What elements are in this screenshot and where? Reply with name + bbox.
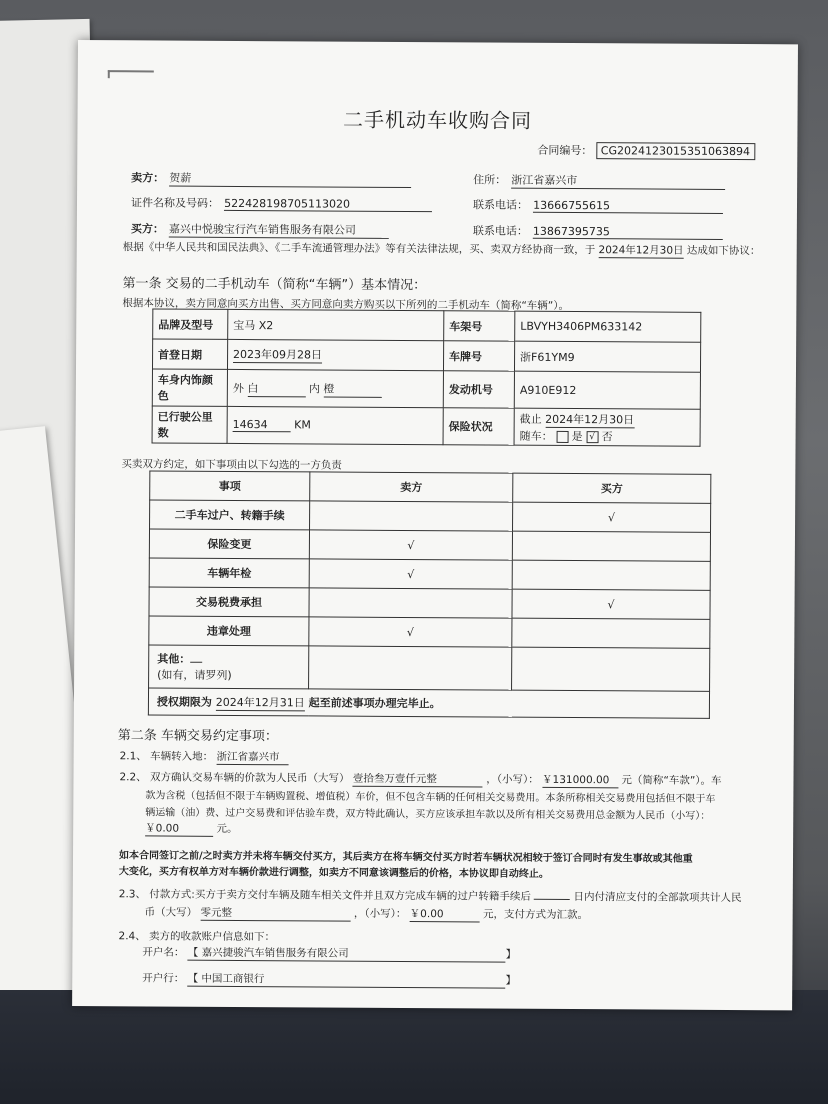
row-seller-mark <box>309 588 512 618</box>
clause-number: 2.1、 <box>119 750 147 763</box>
bold-clause-line2: 大变化，买方有权单方对车辆价款进行调整，如卖方不同意该调整后的价格，本协议即自动终止。 <box>118 866 549 880</box>
plate-label: 车牌号 <box>443 341 514 371</box>
interior-label: 内 <box>308 381 320 395</box>
clause-2-2-text: 元（简称“车款”）。车 <box>621 774 722 787</box>
table-row <box>152 369 700 409</box>
bracket-close: 】 <box>505 948 517 961</box>
interior-color: 橙 <box>323 380 381 397</box>
clause-2-2-line4 <box>145 820 237 837</box>
fee-unit: 元。 <box>216 822 238 835</box>
no-checkbox-checked[interactable]: √ <box>586 431 598 443</box>
id-number: 522428198705113020 <box>224 197 432 212</box>
insurance-cell <box>514 408 700 446</box>
clause-2-3-text: 付款方式:买方于卖方交付车辆及随车相关文件并且双方完成车辆的过户转籍手续后 <box>149 888 531 903</box>
row-buyer-mark: √ <box>512 589 710 619</box>
clause-2-3-text: ，（小写）： <box>353 907 407 921</box>
mileage-label: 已行驶公里数 <box>152 406 227 443</box>
with-car-label: 随车： <box>519 429 553 443</box>
price-uppercase: 壹拾叁万壹仟元整 <box>353 771 483 788</box>
brand-value: 宝马 X2 <box>228 309 444 340</box>
clause-2-3-text: 元，支付方式为汇款。 <box>483 908 589 922</box>
row-seller-mark: √ <box>309 559 512 589</box>
table-row <box>149 558 710 590</box>
engine-label: 发动机号 <box>443 371 514 408</box>
clause-2-3-line2 <box>145 904 588 923</box>
address-value: 浙江省嘉兴市 <box>511 172 725 190</box>
engine-value: A910E912 <box>514 371 700 409</box>
clause-2-1-label: 车辆转入地： <box>150 750 214 763</box>
article-1-intro: 根据本协议，卖方同意向买方出售、买方同意向卖方购买以下所列的二手机动车（简称“车辆”）。 <box>122 297 570 313</box>
table-header-row <box>150 471 711 503</box>
seller-row <box>131 166 411 188</box>
color-label: 车身内饰颜色 <box>152 369 227 406</box>
price-lowercase: ￥131000.00 <box>542 772 618 788</box>
clause-2-4 <box>118 928 275 944</box>
bank-row <box>142 970 516 988</box>
table-row <box>149 529 710 561</box>
row-buyer-mark <box>512 647 710 691</box>
deadline-label: 授权期限为 <box>156 694 212 709</box>
deadline-tail: 起至前述事项办理完毕止。 <box>308 695 441 710</box>
table-row <box>152 339 700 372</box>
exterior-label: 外 <box>232 381 244 395</box>
row-item: 二手车过户、转籍手续 <box>150 500 310 530</box>
no-label: 否 <box>601 429 613 443</box>
seller-phone-row <box>473 193 723 214</box>
clause-2-2-text: ，（小写）： <box>486 773 539 786</box>
table-row <box>153 309 701 342</box>
row-seller-mark <box>309 646 512 690</box>
deadline-cell <box>148 688 709 718</box>
contract-number: CG2024123015351063894 <box>596 142 755 160</box>
color-cell <box>227 369 443 407</box>
seller-label: 卖方： <box>131 171 165 185</box>
vin-value: LBVYH3406PM633142 <box>515 311 701 342</box>
account-name: 【 嘉兴捷骏汽车销售服务有限公司 <box>188 945 506 963</box>
yes-label: 是 <box>571 429 583 443</box>
clause-2-1-value: 浙江省嘉兴市 <box>216 749 288 765</box>
buyer-name: 嘉兴中悦骏宝行汽车销售服务有限公司 <box>169 221 389 239</box>
contract-number-label: 合同编号： <box>537 143 593 158</box>
clause-2-4-label: 卖方的收款账户信息如下： <box>149 930 276 944</box>
row-seller-mark: √ <box>309 530 512 560</box>
table-row <box>148 688 709 718</box>
clause-2-2-line3: 辆运输（油）费、过户交易费和评估验车费，双方特此确认，买方应该承担车款以及所有相关交易费用总金额为人民币（小写）： <box>145 807 711 822</box>
account-name-row <box>142 944 516 962</box>
bold-clause-line1: 如本合同签订之前/之时卖方并未将车辆交付买方，其后卖方在将车辆交付买方时若车辆状况相较于签订合同时有发生事故或其他重 <box>118 850 693 865</box>
reg-date-label: 首登日期 <box>152 339 227 369</box>
clause-number: 2.2、 <box>119 771 147 784</box>
seller-phone: 13666755615 <box>533 199 723 214</box>
row-item: 违章处理 <box>149 616 309 646</box>
payment-uppercase: 零元整 <box>200 905 350 922</box>
header-buyer: 买方 <box>513 473 711 503</box>
seller-name: 贺薪 <box>169 170 411 188</box>
row-item: 车辆年检 <box>149 558 309 588</box>
reg-date-cell <box>227 339 443 370</box>
row-buyer-mark <box>512 618 710 648</box>
buyer-row <box>131 217 389 239</box>
row-buyer-mark <box>512 531 710 561</box>
mileage-cell <box>227 406 443 444</box>
buyer-phone-row <box>473 219 723 240</box>
contract-number-row <box>537 142 755 159</box>
reg-date-value: 2023年09月28日 <box>233 347 323 362</box>
row-seller-mark <box>310 501 513 531</box>
seller-phone-label: 联系电话： <box>472 198 529 212</box>
contract-document <box>72 40 798 1010</box>
account-name-label: 开户名： <box>142 946 185 959</box>
clause-2-2-text: 双方确认交易车辆的价款为人民币（大写） <box>150 771 350 785</box>
article-2-title: 第二条 车辆交易约定事项： <box>117 728 278 745</box>
header-seller: 卖方 <box>310 472 513 502</box>
row-item: 保险变更 <box>149 529 309 559</box>
address-label: 住所： <box>473 173 507 187</box>
mileage-value: 14634 <box>233 418 291 432</box>
clause-2-2-line2: 款为含税（包括但不限于车辆购置税、增值税）车价，但不包含车辆的任何相关交易费用。本条所称相关交易费用包括但不限于车 <box>145 790 716 805</box>
clause-2-3-text: 币（大写） <box>144 906 198 919</box>
other-label: 其他： <box>157 652 191 666</box>
insurance-label: 保险状况 <box>443 408 514 445</box>
responsibility-intro-text: 买卖双方约定，如下事项由以下勾选的一方负责 <box>121 458 342 472</box>
clause-number: 2.4、 <box>118 930 146 943</box>
vehicle-info-table <box>152 308 702 446</box>
other-note: (如有，请罗列) <box>157 668 232 682</box>
row-buyer-mark <box>512 560 710 590</box>
row-seller-mark: √ <box>309 617 512 647</box>
bracket-close: 】 <box>505 974 517 987</box>
table-row <box>150 500 711 532</box>
document-title: 二手机动车收购合同 <box>342 107 533 133</box>
exterior-color: 白 <box>247 380 305 397</box>
preamble <box>123 239 761 259</box>
buyer-phone: 13867395735 <box>533 225 723 240</box>
mileage-unit: KM <box>294 418 311 432</box>
table-row <box>149 616 710 648</box>
table-row <box>152 406 700 446</box>
clause-2-3-text: 日内付清应支付的全部款项共计人民 <box>573 891 742 905</box>
payment-lowercase: ￥0.00 <box>410 906 480 922</box>
vin-label: 车架号 <box>444 311 515 341</box>
brand-label: 品牌及型号 <box>153 309 228 339</box>
preamble-date: 2024年12月30日 <box>598 244 684 257</box>
clause-number: 2.3、 <box>118 888 147 901</box>
fee-amount: ￥0.00 <box>145 820 213 836</box>
deadline-date: 2024年12月31日 <box>215 695 305 709</box>
row-item: 交易税费承担 <box>149 587 309 617</box>
bank-label: 开户行： <box>142 972 185 985</box>
yes-checkbox[interactable] <box>556 430 568 442</box>
buyer-phone-label: 联系电话： <box>472 224 528 238</box>
responsibility-table <box>148 470 711 718</box>
id-label: 证件名称及号码： <box>130 196 220 210</box>
clause-2-3-line1 <box>119 886 742 905</box>
preamble-tail: 达成如下协议： <box>686 244 761 258</box>
plate-value: 浙F61YM9 <box>514 341 700 372</box>
preamble-text: 根据《中华人民共和国民法典》、《二手车流通管理办法》等有关法律法规，买、卖双方经协商一致，于 <box>122 241 596 257</box>
table-row <box>149 587 710 619</box>
buyer-label: 买方： <box>130 222 164 236</box>
insurance-until-label: 截止 <box>519 412 542 426</box>
other-cell <box>149 645 309 689</box>
header-item: 事项 <box>150 471 310 501</box>
id-row <box>131 191 432 212</box>
article-1-title: 第一条 交易的二手机动车（简称“车辆”）基本情况： <box>122 276 427 294</box>
clause-2-1 <box>120 748 289 765</box>
table-row <box>149 645 710 691</box>
insurance-until-date: 2024年12月30日 <box>545 412 635 426</box>
address-row <box>473 168 725 190</box>
staple-mark <box>108 70 154 78</box>
bank-name: 【 中国工商银行 <box>188 971 506 989</box>
row-buyer-mark: √ <box>513 502 711 532</box>
